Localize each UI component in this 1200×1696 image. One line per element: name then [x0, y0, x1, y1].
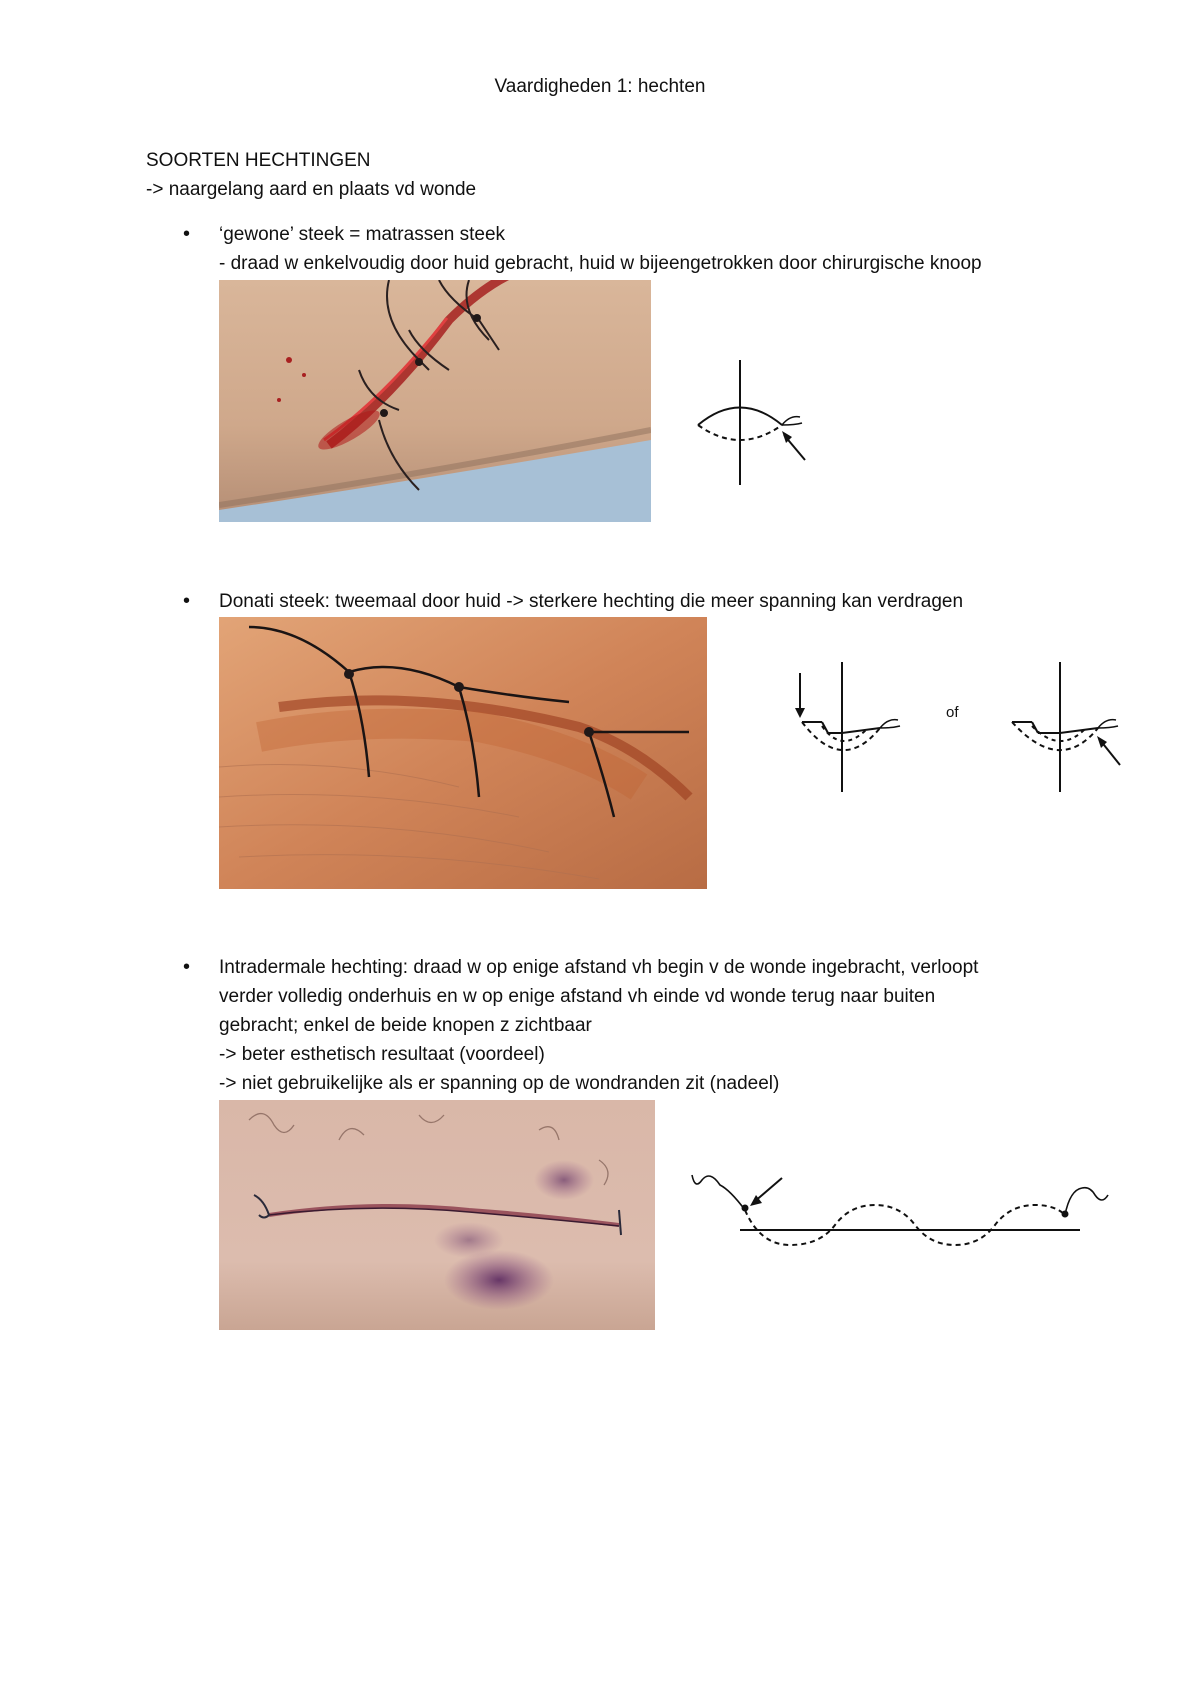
bullet-1: •	[183, 223, 191, 245]
item-3-line-1: Intradermale hechting: draad w op enige afstand vh begin v de wonde ingebracht, verloopt	[219, 957, 979, 978]
intradermal-suture-photo	[219, 1100, 655, 1330]
bullet-3: •	[183, 956, 191, 978]
item-3-line-2: verder volledig onderhuis en w op enige afstand vh einde vd wonde terug naar buiten	[219, 986, 936, 1007]
donati-suture-photo	[219, 617, 707, 889]
donati-diagram-2	[1000, 660, 1150, 795]
item-1-line-2: - draad w enkelvoudig door huid gebracht, huid w bijeengetrokken door chirurgische knoop	[219, 253, 982, 274]
item-3-line-4: -> beter esthetisch resultaat (voordeel)	[219, 1044, 545, 1065]
simple-suture-diagram	[680, 355, 830, 490]
section-heading: SOORTEN HECHTINGEN	[146, 150, 371, 171]
item-2-line-1: Donati steek: tweemaal door huid -> sterkere hechting die meer spanning kan verdragen	[219, 591, 964, 612]
simple-suture-photo	[219, 280, 651, 522]
diagram-or-label: of	[946, 704, 959, 721]
section-note: -> naargelang aard en plaats vd wonde	[146, 179, 477, 200]
item-1-line-1: ‘gewone’ steek = matrassen steek	[219, 224, 506, 245]
item-3-line-3: gebracht; enkel de beide knopen z zichtbaar	[219, 1015, 592, 1036]
donati-diagram-1	[780, 660, 930, 795]
intradermal-diagram	[690, 1150, 1110, 1265]
page-title: Vaardigheden 1: hechten	[494, 76, 706, 97]
bullet-2: •	[183, 590, 191, 612]
item-3-line-5: -> niet gebruikelijke als er spanning op de wondranden zit (nadeel)	[219, 1073, 780, 1094]
